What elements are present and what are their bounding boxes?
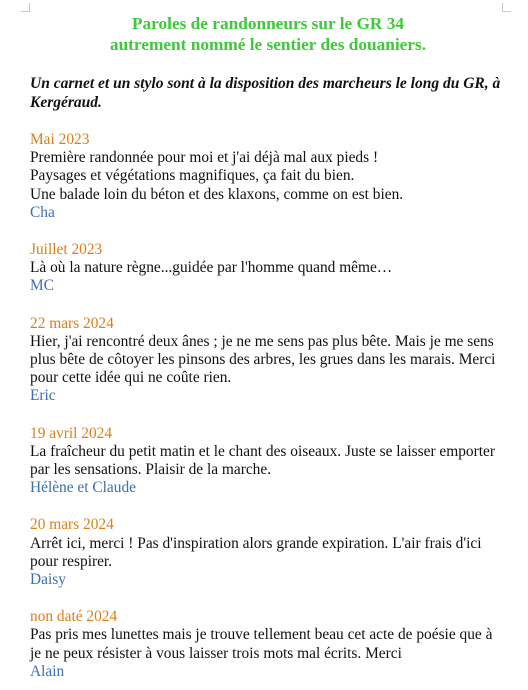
entry-author: Cha <box>30 203 55 221</box>
entry-text-line: La fraîcheur du petit matin et le chant des oiseaux. Juste se laisser emporter par les sensations. Plaisir de la marche. <box>30 442 495 479</box>
entry-text <box>30 626 506 662</box>
entry-date: Juillet 2023 <box>30 241 103 259</box>
entry <box>30 315 506 406</box>
entry <box>30 241 506 296</box>
entry-author: Eric <box>30 387 56 405</box>
entry <box>30 516 506 589</box>
page-corner-mark-left <box>21 3 30 12</box>
entry-text-line: Paysages et végétations magnifiques, ça fait du bien. <box>30 167 355 185</box>
entry-text <box>30 443 506 479</box>
entry-text <box>30 333 506 388</box>
entry-text <box>30 535 506 571</box>
entry-text <box>30 259 506 277</box>
entry-date: non daté 2024 <box>30 608 118 626</box>
entry-text <box>30 149 506 204</box>
entry-author: Daisy <box>30 571 66 589</box>
entry-date: 20 mars 2024 <box>30 516 114 534</box>
entry <box>30 131 506 222</box>
entry-author: MC <box>30 277 54 295</box>
entry-text-line: Arrêt ici, merci ! Pas d'inspiration alors grande expiration. L'air frais d'ici pour respirer. <box>30 534 482 570</box>
entries-list <box>30 131 506 681</box>
entry-text-line: Pas pris mes lunettes mais je trouve tellement beau cet acte de poésie que à je ne peux résister à vous laisser trois mots mal écrits. Merci <box>30 626 493 662</box>
entry-text-line: Là où la nature règne...guidée par l'homme quand même… <box>30 259 393 277</box>
entry-text-line: Hier, j'ai rencontré deux ânes ; je ne me sens pas plus bête. Mais je me sens plus bête de côtoyer les pinsons des arbres, les grues dans les marais. Merci pour cette idée qui ne coûte rien. <box>30 332 496 387</box>
entry-date: 19 avril 2024 <box>30 424 113 442</box>
entry-text-line: Première randonnée pour moi et j'ai déjà mal aux pieds ! <box>30 149 379 167</box>
intro-paragraph: Un carnet et un stylo sont à la disposition des marcheurs le long du GR, à Kergéraud. <box>30 75 501 111</box>
entry-author: Alain <box>30 662 65 680</box>
title-line-2: autrement nommé le sentier des douaniers. <box>109 35 427 54</box>
entry-text-line: Une balade loin du béton et des klaxons, comme on est bien. <box>30 185 404 203</box>
entry <box>30 425 506 498</box>
page-corner-mark-right <box>502 3 511 12</box>
entry-author: Hélène et Claude <box>30 479 136 497</box>
title-line-1: Paroles de randonneurs sur le GR 34 <box>131 14 405 33</box>
entry <box>30 608 506 681</box>
entry-date: Mai 2023 <box>30 131 90 148</box>
entry-date: 22 mars 2024 <box>30 314 114 332</box>
document-title <box>30 13 506 55</box>
document-page <box>30 13 506 681</box>
